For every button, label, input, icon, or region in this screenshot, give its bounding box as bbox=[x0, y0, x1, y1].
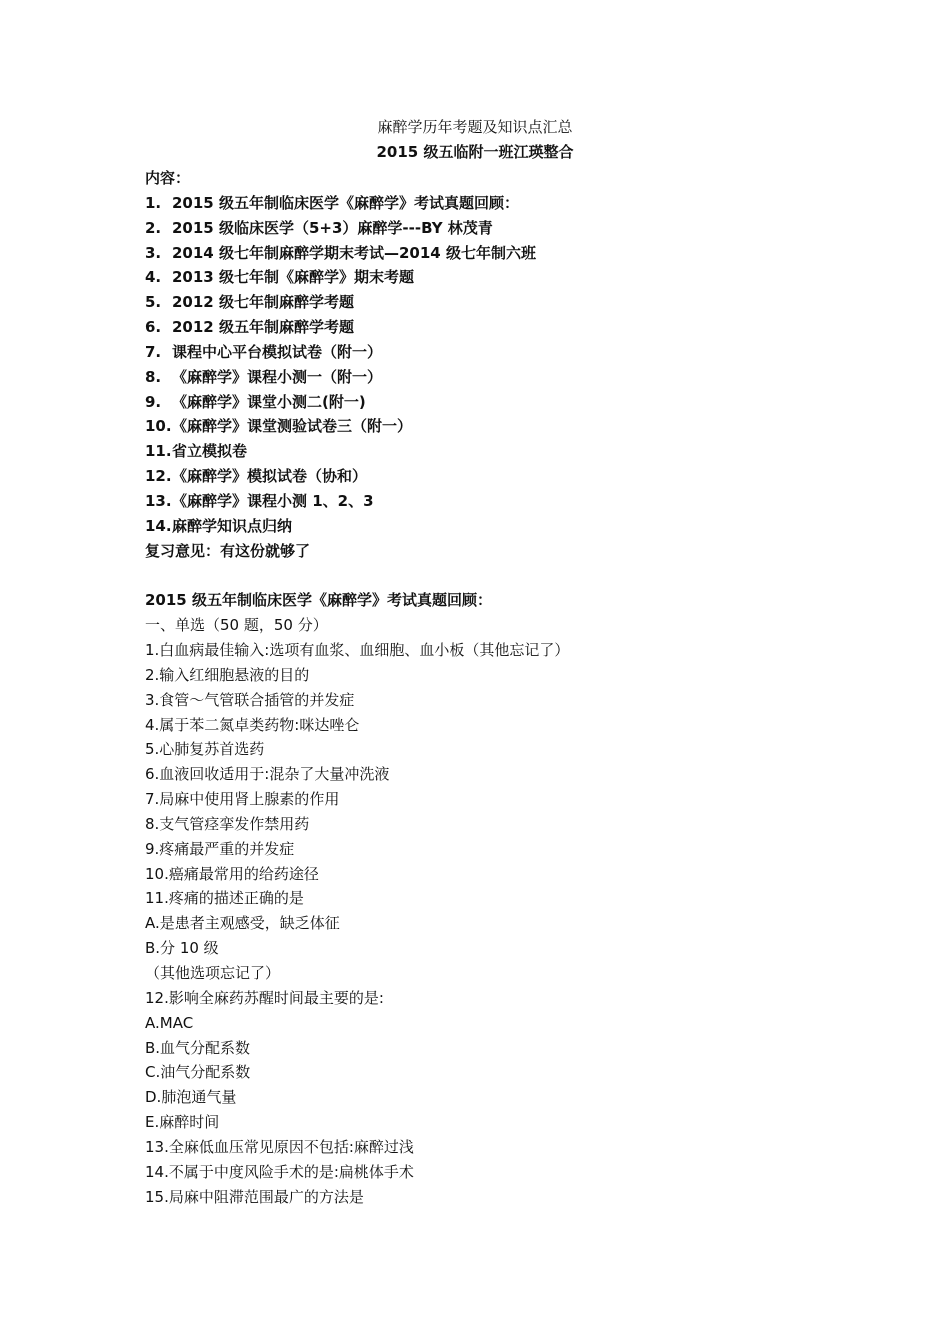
document-title: 麻醉学历年考题及知识点汇总 bbox=[377, 118, 573, 136]
toc-item bbox=[145, 365, 905, 390]
table-of-contents bbox=[145, 191, 905, 539]
question-line: 13.全麻低血压常见原因不包括:麻醉过浅 bbox=[145, 1137, 414, 1156]
question-line: 12.影响全麻药苏醒时间最主要的是: bbox=[145, 988, 384, 1007]
toc-item-text: 麻醉学知识点归纳 bbox=[172, 516, 293, 535]
spacer bbox=[145, 564, 905, 589]
toc-item-number: 3. bbox=[145, 243, 162, 262]
toc-item-text: 2012 级五年制麻醉学考题 bbox=[172, 318, 354, 337]
toc-item-number: 2. bbox=[145, 218, 162, 237]
section-subheading: 一、单选（50 题，50 分） bbox=[145, 616, 328, 635]
question-line: 14.不属于中度风险手术的是:扁桃体手术 bbox=[145, 1162, 414, 1181]
question-line: 7.局麻中使用肾上腺素的作用 bbox=[145, 790, 340, 809]
question-option: D.肺泡通气量 bbox=[145, 1088, 237, 1107]
toc-item-number: 7. bbox=[145, 342, 162, 361]
question-option: E.麻醉时间 bbox=[145, 1113, 220, 1132]
review-note: 复习意见：有这份就够了 bbox=[145, 541, 311, 560]
toc-item-text: 2012 级七年制麻醉学考题 bbox=[172, 293, 354, 312]
toc-item bbox=[145, 340, 905, 365]
question-list bbox=[145, 638, 905, 1209]
toc-item bbox=[145, 191, 905, 216]
question-line: 2.输入红细胞悬液的目的 bbox=[145, 665, 310, 684]
toc-item-text: 2013 级七年制《麻醉学》期末考题 bbox=[172, 268, 414, 287]
question-line: 15.局麻中阻滞范围最广的方法是 bbox=[145, 1187, 364, 1206]
question-option: C.油气分配系数 bbox=[145, 1063, 251, 1082]
toc-item bbox=[145, 464, 905, 489]
toc-item-number: 9. bbox=[145, 392, 162, 411]
toc-item bbox=[145, 514, 905, 539]
toc-item-number: 10. bbox=[145, 417, 172, 436]
toc-item-text: 省立模拟卷 bbox=[172, 442, 248, 461]
contents-label: 内容： bbox=[145, 169, 191, 187]
question-line: 4.属于苯二氮卓类药物:咪达唑仑 bbox=[145, 715, 360, 734]
toc-item bbox=[145, 390, 905, 415]
toc-item-text: 《麻醉学》课程小测一（附一） bbox=[172, 367, 383, 386]
question-option: B.血气分配系数 bbox=[145, 1038, 251, 1057]
toc-item bbox=[145, 414, 905, 439]
document-subtitle: 2015 级五临附一班江瑛整合 bbox=[376, 143, 574, 161]
toc-item bbox=[145, 439, 905, 464]
toc-item-text: 2015 级临床医学（5+3）麻醉学---BY 林茂青 bbox=[172, 218, 493, 237]
question-option: B.分 10 级 bbox=[145, 939, 219, 958]
toc-item-text: 《麻醉学》模拟试卷（协和） bbox=[172, 467, 368, 486]
question-note: （其他选项忘记了） bbox=[145, 964, 281, 982]
toc-item bbox=[145, 241, 905, 266]
toc-item-text: 《麻醉学》课堂测验试卷三（附一） bbox=[172, 417, 413, 436]
question-line: 5.心肺复苏首选药 bbox=[145, 740, 265, 759]
toc-item-number: 11. bbox=[145, 442, 172, 461]
toc-item-text: 《麻醉学》课堂小测二(附一) bbox=[172, 392, 366, 411]
document-title-block bbox=[0, 115, 950, 165]
toc-item bbox=[145, 265, 905, 290]
toc-item-text: 《麻醉学》课程小测 1、2、3 bbox=[172, 491, 374, 510]
section-heading: 2015 级五年制临床医学《麻醉学》考试真题回顾： bbox=[145, 591, 492, 610]
toc-item bbox=[145, 489, 905, 514]
question-line: 9.疼痛最严重的并发症 bbox=[145, 839, 295, 858]
document-body bbox=[145, 166, 905, 1209]
toc-item-text: 2015 级五年制临床医学《麻醉学》考试真题回顾： bbox=[172, 193, 519, 212]
toc-item-text: 2014 级七年制麻醉学期末考试—2014 级七年制六班 bbox=[172, 243, 536, 262]
toc-item-number: 8. bbox=[145, 367, 162, 386]
toc-item bbox=[145, 290, 905, 315]
toc-item-number: 4. bbox=[145, 268, 162, 287]
question-option: A.是患者主观感受，缺乏体征 bbox=[145, 914, 340, 933]
toc-item bbox=[145, 216, 905, 241]
toc-item-number: 12. bbox=[145, 467, 172, 486]
toc-item-number: 1. bbox=[145, 193, 162, 212]
question-line: 6.血液回收适用于:混杂了大量冲洗液 bbox=[145, 765, 390, 784]
toc-item-number: 6. bbox=[145, 318, 162, 337]
question-line: 10.癌痛最常用的给药途径 bbox=[145, 864, 319, 883]
toc-item-text: 课程中心平台模拟试卷（附一） bbox=[172, 342, 383, 361]
toc-item bbox=[145, 315, 905, 340]
toc-item-number: 14. bbox=[145, 516, 172, 535]
toc-item-number: 13. bbox=[145, 491, 172, 510]
question-line: 3.食管～气管联合插管的并发症 bbox=[145, 690, 355, 709]
question-line: 11.疼痛的描述正确的是 bbox=[145, 889, 304, 908]
question-line: 8.支气管痉挛发作禁用药 bbox=[145, 814, 310, 833]
question-line: 1.白血病最佳输入:选项有血浆、血细胞、血小板（其他忘记了） bbox=[145, 641, 570, 660]
question-option: A.MAC bbox=[145, 1013, 194, 1032]
toc-item-number: 5. bbox=[145, 293, 162, 312]
